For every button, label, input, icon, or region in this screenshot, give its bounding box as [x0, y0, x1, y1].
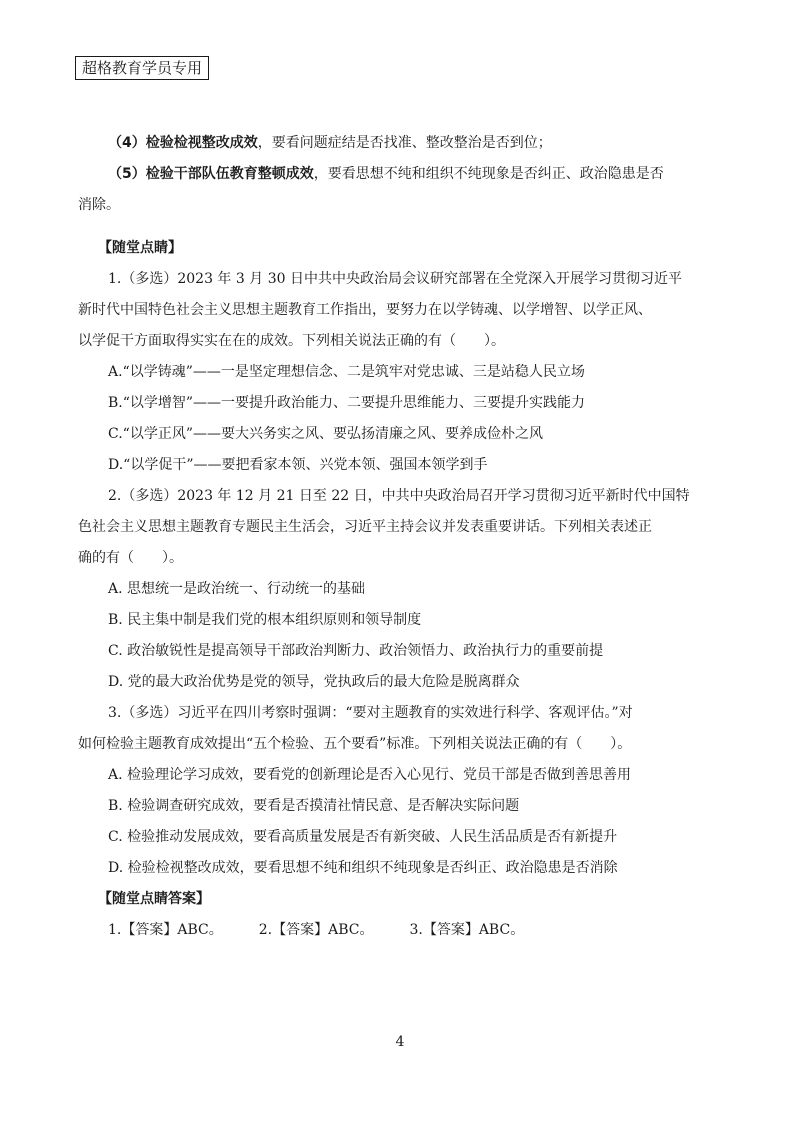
option-b: B. 检验调查研究成效，要看是否摸清社情民意、是否解决实际问题 [108, 798, 520, 814]
answer-item: 2.【答案】ABC。 [258, 922, 374, 938]
intro-item-4 [78, 128, 728, 159]
option-b: B.“以学增智”——一要提升政治能力、二要提升思维能力、三要提升实践能力 [108, 395, 586, 411]
intro-item-5 [78, 159, 728, 190]
question-line: 如何检验主题教育成效提出“五个检验、五个要看”标准。下列相关说法正确的有（ ）。 [78, 736, 632, 752]
document-body [78, 128, 728, 946]
intro-item-5-lead: （5）检验干部队伍教育整顿成效 [108, 166, 314, 182]
option-c: C. 政治敏锐性是提高领导干部政治判断力、政治领悟力、政治执行力的重要前提 [108, 643, 604, 659]
question-line: 色社会主义思想主题教育专题民主生活会，习近平主持会议并发表重要讲话。下列相关表述正 [78, 519, 652, 535]
option-a: A. 检验理论学习成效，要看党的创新理论是否入心见行、党员干部是否做到善思善用 [108, 767, 632, 783]
answers-row [78, 915, 728, 946]
option-b: B. 民主集中制是我们党的根本组织原则和领导制度 [108, 612, 422, 628]
option-d: D. 党的最大政治优势是党的领导，党执政后的最大危险是脱离群众 [108, 674, 520, 690]
intro-item-4-lead: （4）检验检视整改成效 [108, 135, 258, 151]
header-label: 超格教育学员专用 [75, 56, 209, 80]
question-line: 3.（多选）习近平在四川考察时强调：“要对主题教育的实效进行科学、客观评估。”对 [108, 705, 633, 721]
intro-item-5-rest: ，要看思想不纯和组织不纯现象是否纠正、政治隐患是否 [313, 166, 664, 182]
page-number: 4 [395, 1034, 405, 1050]
question-line: 新时代中国特色社会主义思想主题教育工作指出，要努力在以学铸魂、以学增智、以学正风、 [78, 302, 652, 318]
answer-item: 1.【答案】ABC。 [108, 922, 223, 938]
question-line: 以学促干方面取得实实在在的成效。下列相关说法正确的有（ ）。 [78, 333, 505, 349]
intro-item-4-rest: ，要看问题症结是否找准、整改整治是否到位； [257, 135, 552, 151]
option-a: A. 思想统一是政治统一、行动统一的基础 [108, 581, 366, 597]
intro-item-5-cont: 消除。 [78, 197, 120, 213]
question-3 [78, 698, 728, 884]
option-d: D. 检验检视整改成效，要看思想不纯和组织不纯现象是否纠正、政治隐患是否消除 [108, 860, 618, 876]
answers-title: 【随堂点睛答案】 [98, 891, 210, 907]
option-d: D.“以学促干”——要把看家本领、兴党本领、强国本领学到手 [108, 457, 488, 473]
question-2 [78, 481, 728, 698]
question-line: 2.（多选）2023 年 12 月 21 日至 22 日，中共中央政治局召开学习贯彻习近平新时代中国特 [108, 488, 690, 504]
option-a: A.“以学铸魂”——一是坚定理想信念、二是筑牢对党忠诚、三是站稳人民立场 [108, 364, 585, 380]
section-title: 【随堂点睛】 [98, 240, 182, 256]
option-c: C.“以学正风”——要大兴务实之风、要弘扬清廉之风、要养成俭朴之风 [108, 426, 543, 442]
question-line: 确的有（ ）。 [78, 550, 183, 566]
question-line: 1.（多选）2023 年 3 月 30 日中共中央政治局会议研究部署在全党深入开展学习贯彻习近平 [108, 271, 682, 287]
question-1 [78, 264, 728, 481]
answer-item: 3.【答案】ABC。 [409, 922, 525, 938]
option-c: C. 检验推动发展成效，要看高质量发展是否有新突破、人民生活品质是否有新提升 [108, 829, 618, 845]
